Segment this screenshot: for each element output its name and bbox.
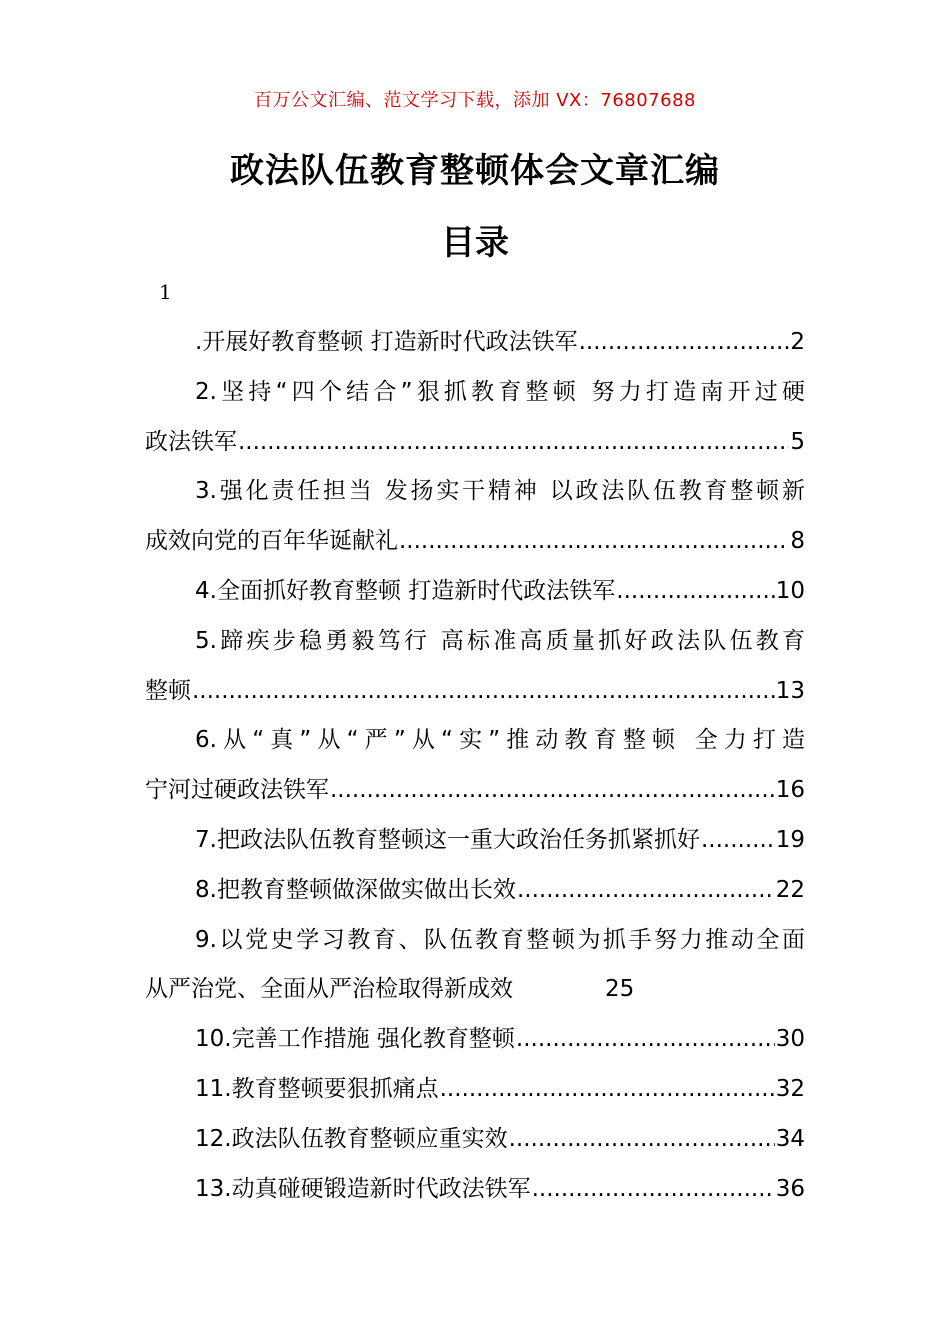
page-marker-number: 1 [159,280,172,304]
toc-entry-title-line1: 5.蹄疾步稳勇毅笃行 高标准高质量抓好政法队伍教育 [195,627,805,654]
toc-entry-title: .开展好教育整顿 打造新时代政法铁军 [195,329,578,355]
toc-entry-title-line2: 成效向党的百年华诞献礼 [145,528,398,555]
toc-entry[interactable] [145,318,805,368]
dot-leader [509,1115,775,1165]
toc-entry-title: 10.完善工作措施 强化教育整顿 [195,1026,515,1053]
toc-page-number: 19 [775,826,805,853]
toc-entry[interactable] [145,1065,805,1115]
dot-leader [517,866,775,916]
dot-leader [399,517,789,567]
promo-header: 百万公文汇编、范文学习下载，添加 VX：76807688 [254,90,696,111]
toc-entry[interactable] [145,1115,805,1165]
toc-page-number: 30 [775,1026,805,1053]
toc-entry[interactable] [145,567,805,617]
dot-leader [192,667,775,717]
toc-entry-title-line2: 从严治党、全面从严治检取得新成效 [145,976,513,1003]
toc-entry-title-line2: 宁河过硬政法铁军 [145,777,329,804]
toc-entry[interactable] [145,1165,805,1215]
toc-page-number: 34 [775,1125,805,1152]
toc-entry-title: 12.政法队伍教育整顿应重实效 [195,1125,508,1152]
toc-entry[interactable] [145,368,805,468]
dot-leader [440,1065,775,1115]
toc-entry-title: 7.把政法队伍教育整顿这一重大政治任务抓紧抓好 [195,826,700,853]
toc-entry-title-line2: 整顿 [145,677,191,704]
toc-page-number: 22 [775,876,805,903]
dot-leader [616,567,774,617]
toc-entry[interactable] [145,816,805,866]
toc-entry[interactable] [145,467,805,567]
toc-entry-title-line1: 9.以党史学习教育、队伍教育整顿为抓手努力推动全面 [195,926,805,953]
dot-leader [701,816,775,866]
toc-entry-title: 13.动真碰硬锻造新时代政法铁军 [195,1175,531,1202]
toc-entry-title-line2: 政法铁军 [145,428,237,455]
toc-entry-title-line1: 3.强化责任担当 发扬实干精神 以政法队伍教育整顿新 [195,478,805,505]
toc-entry-title: 8.把教育整顿做深做实做出长效 [195,876,516,903]
toc-entry-title: 11.教育整顿要狠抓痛点 [195,1075,439,1102]
dot-leader [579,318,790,368]
toc-entry[interactable] [145,617,805,717]
toc-page-number: 36 [775,1175,805,1202]
toc-page-number: 8 [790,528,805,555]
toc-entry-title-line1: 6.从“真”从“严”从“实”推动教育整顿 全力打造 [195,727,805,754]
toc-entry-title-line1: 2.坚持“四个结合”狠抓教育整顿 努力打造南开过硬 [195,378,805,405]
toc-entry[interactable] [145,716,805,816]
toc-page-number: 10 [775,577,805,604]
toc-entry-title: 4.全面抓好教育整顿 打造新时代政法铁军 [195,577,616,604]
dot-leader [532,1165,775,1215]
toc-heading: 目录 [441,223,509,263]
toc-page-number: 5 [790,428,805,455]
table-of-contents [145,318,805,1214]
dot-leader [238,418,789,468]
toc-page-number: 2 [790,329,805,355]
toc-entry[interactable] [145,866,805,916]
toc-page-number: 16 [775,777,805,804]
toc-page-number: 25 [605,976,635,1003]
dot-leader [330,766,775,816]
toc-entry[interactable] [145,916,805,1016]
dot-leader [516,1015,775,1065]
toc-entry[interactable] [145,1015,805,1065]
toc-page-number: 32 [775,1075,805,1102]
toc-page-number: 13 [775,677,805,704]
document-title: 政法队伍教育整顿体会文章汇编 [230,151,720,191]
